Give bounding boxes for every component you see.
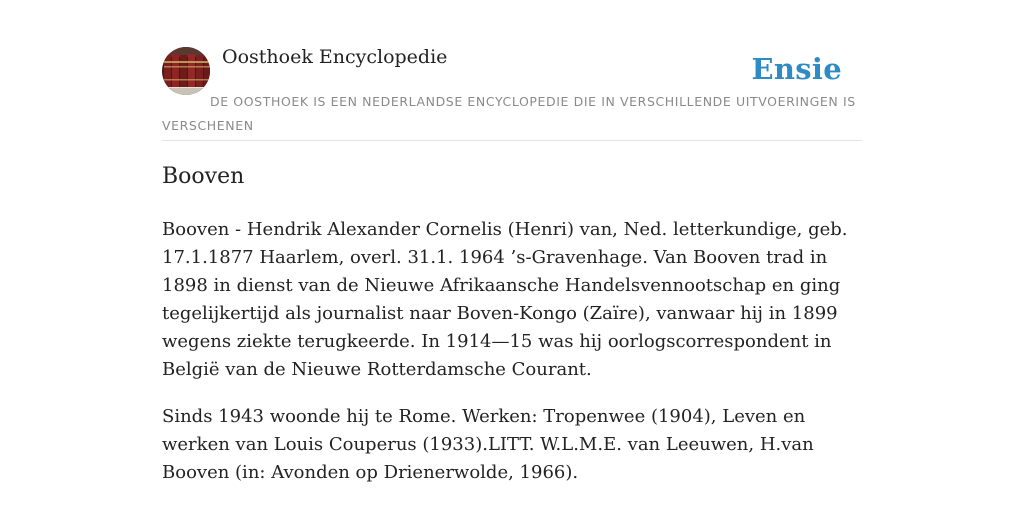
article-paragraph: Sinds 1943 woonde hij te Rome. Werken: Tropenwee (1904), Leven en werken van Louis Couperus (1933).LITT. W.L.M.E. van Leeuwen, H.van Booven (in: Avonden op Drienerwolde, 1966).: [162, 406, 814, 483]
encyclopedia-books-icon[interactable]: [162, 47, 210, 95]
site-title[interactable]: Oosthoek Encyclopedie: [222, 46, 448, 68]
page-title: Booven: [162, 164, 245, 189]
page-container: [162, 0, 862, 483]
site-header: [162, 0, 862, 141]
site-tagline: DE OOSTHOEK IS EEN NEDERLANDSE ENCYCLOPEDIE DIE IN VERSCHILLENDE UITVOERINGEN IS VERSCHENEN: [162, 94, 856, 133]
article-paragraph: Booven - Hendrik Alexander Cornelis (Henri) van, Ned. letterkundige, geb. 17.1.1877 Haarlem, overl. 31.1. 1964 ’s-Gravenhage. Van Booven trad in 1898 in dienst van de Nieuwe Afrikaansche Handelsvennootschap en ging tegelijkertijd als journalist naar Boven-Kongo (Zaïre), vanwaar hij in 1899 wegens ziekte terugkeerde. In 1914—15 was hij oorlogscorrespondent in België van de Nieuwe Rotterdamsche Courant.: [162, 219, 848, 380]
article-body: [162, 216, 862, 506]
ensie-logo[interactable]: Ensie: [751, 52, 842, 86]
